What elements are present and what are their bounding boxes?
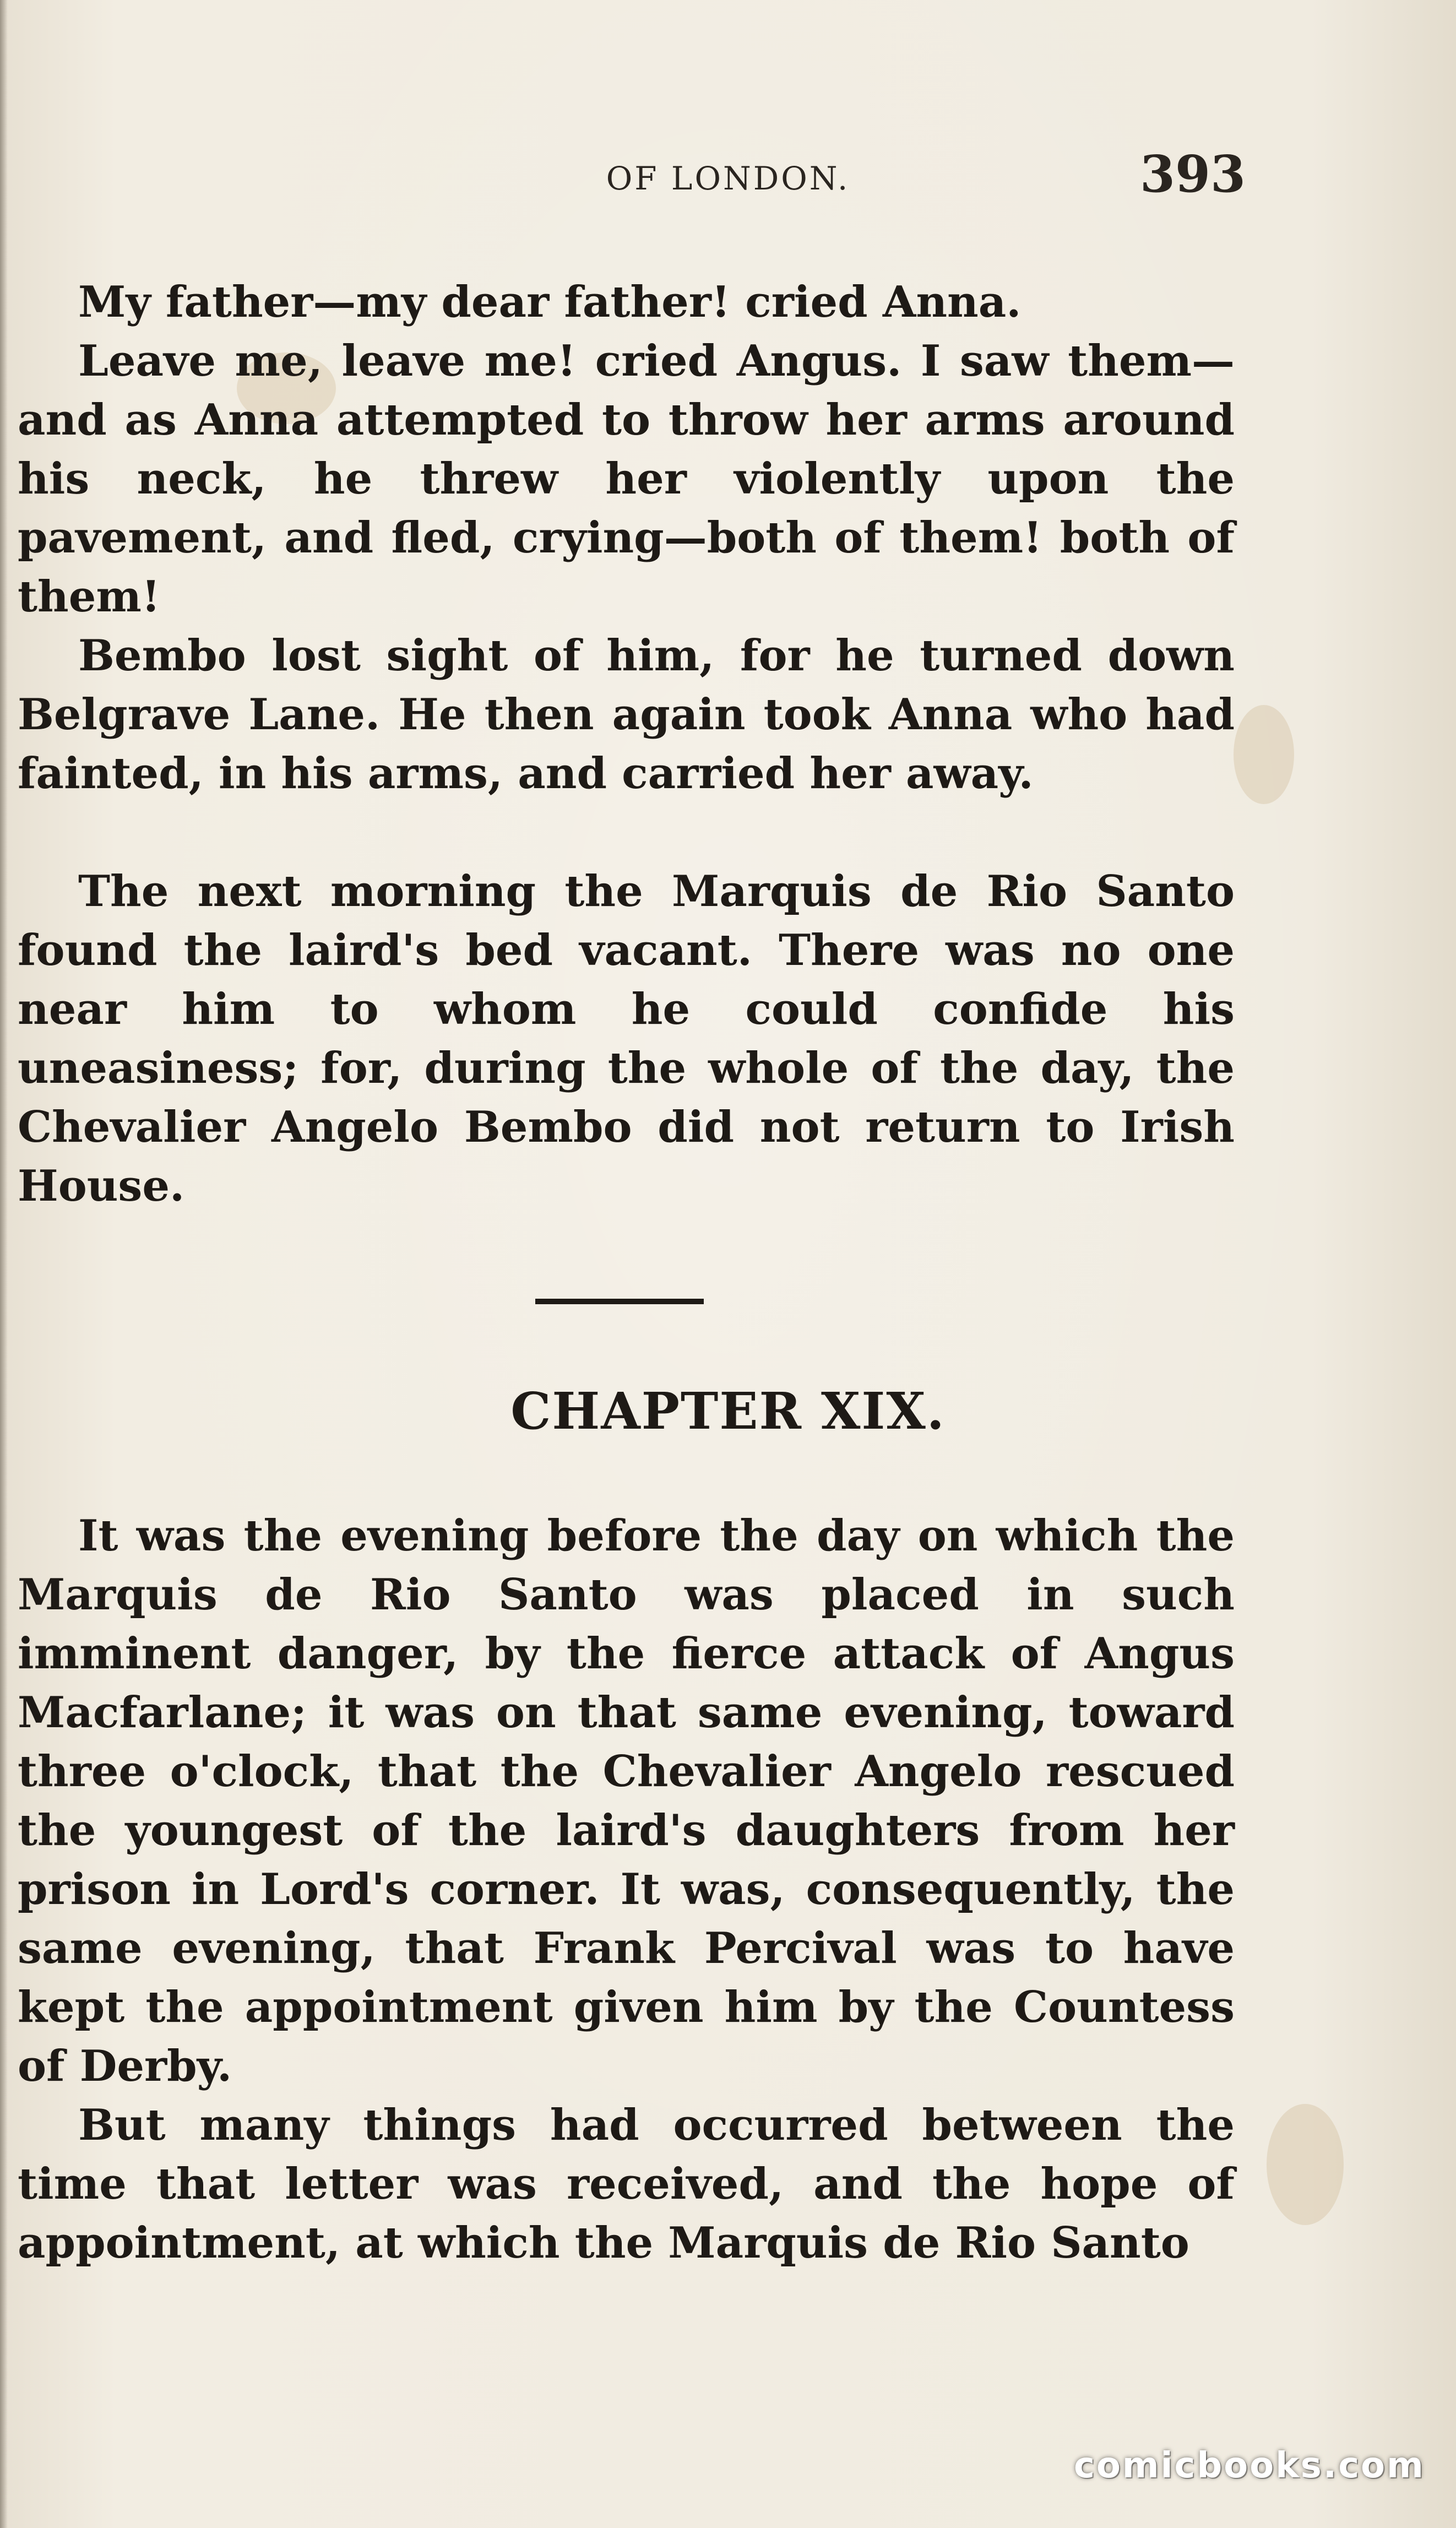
watermark: comicbooks.com — [1074, 2445, 1425, 2486]
paragraph: But many things had occurred between the time that letter was received, and the hope of appointment, at which the Marquis de Rio Santo — [18, 2100, 1235, 2268]
section-divider — [535, 1299, 704, 1304]
paragraph: My father—my dear father! cried Anna. — [78, 277, 1022, 327]
paragraph: Bembo lost sight of him, for he turned down Belgrave Lane. He then again took Anna who had fainted, in his arms, and carried her away. — [18, 631, 1235, 799]
chapter-title: CHAPTER XIX. — [510, 1381, 946, 1441]
paper-stain — [1267, 2104, 1344, 2225]
running-title: OF LONDON. — [606, 160, 850, 197]
paper-stain — [1234, 705, 1294, 804]
page-number: 393 — [1140, 144, 1246, 204]
page-edge-shadow — [0, 0, 8, 2528]
paragraph: The next morning the Marquis de Rio Santo found the laird's bed vacant. There was no one near him to whom he could confide his uneasiness; for, during the whole of the day, the Chevalier Angelo Bembo did not return to Irish House. — [18, 866, 1235, 1211]
paragraph: It was the evening before the day on which the Marquis de Rio Santo was placed in such imminent danger, by the fierce attack of Angus Macfarlane; it was on that same evening, toward three o'clock, that the Chevalier Angelo rescued the youngest of the laird's daughters from her prison in Lord's corner. It was, consequently, the same evening, that Frank Percival was to have kept the appointment given him by the Countess of Derby. — [18, 1511, 1235, 2091]
paragraph: Leave me, leave me! cried Angus. I saw them— and as Anna attempted to throw her arms around his neck, he threw her violently upon the pavement, and fled, crying—both of them! both of them! — [18, 336, 1235, 622]
